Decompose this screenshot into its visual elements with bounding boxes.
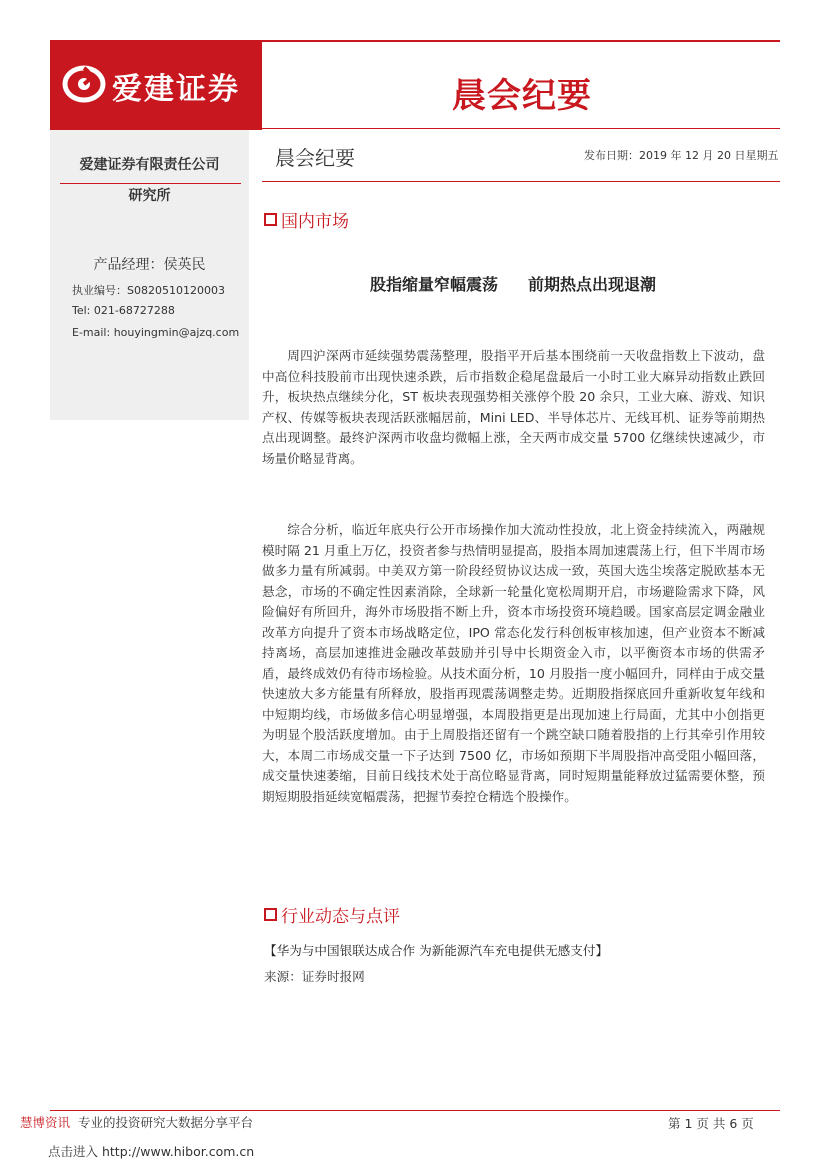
page-number: 第 1 页 共 6 页 [668, 1116, 754, 1131]
sidebar [50, 130, 249, 420]
page-title: 晨会纪要 [452, 76, 592, 116]
section-domestic-market [264, 207, 349, 232]
logo-text: 爱建证券 [112, 72, 240, 107]
paragraph-analysis: 综合分析，临近年底央行公开市场操作加大流动性投放，北上资金持续流入，两融规模时隔 21 月重上万亿，投资者参与热情明显提高，股指本周加速震荡上行，但下半周市场做多力量有所减弱。中美双方第一阶段经贸协议达成一致，英国大选尘埃落定脱欧基本无悬念，市场的不确定性因素消除，全球新一轮量化宽松周期开启，市场避险需求下降，风险偏好有所回升，海外市场股指不断上升，资本市场投资环境趋暖。国家高层定调金融业改革方向提升了资本市场战略定位，IPO 常态化发行科创板审核加速，但产业资本不断减持离场，高层加速推进金融改革鼓励并引导中长期资金入市，以平衡资本市场的供需矛盾，最终成效仍有待市场检验。从技术面分析，10 月股指一度小幅回升，同样由于成交量快速放大多方能量有所释放，股指再现震荡调整走势。近期股指探底回升重新收复年线和中短期均线，市场做多信心明显增强，本周股指更是出现加速上行局面，尤其中小创指更为明显个股活跃度增加。由于上周股指还留有一个跳空缺口随着股指的上行其牵引作用较大，本周二市场成交量一下子达到 7500 亿，市场如预期下半周股指冲高受阻小幅回落，成交量快速萎缩，目前日线技术处于高位略显背离，同时短期量能释放过猛需要休整，预期短期股指延续宽幅震荡，把握节奏控仓精选个股操作。 [262, 522, 765, 804]
news-source: 来源：证券时报网 [264, 969, 365, 984]
telephone: Tel: 021-68727288 [72, 304, 175, 317]
watermark-link[interactable]: 点击进入 http://www.hibor.com.cn [48, 1144, 255, 1159]
article-title-part2: 前期热点出现退潮 [528, 275, 657, 294]
section-industry-news [264, 902, 400, 927]
section-label: 国内市场 [281, 212, 349, 232]
institute-name: 研究所 [128, 188, 171, 204]
footer-divider [50, 1110, 780, 1111]
logo-icon [62, 64, 106, 104]
watermark-brand: 慧博资讯 [20, 1115, 71, 1130]
footer-watermark [20, 1113, 253, 1131]
publish-date: 发布日期：2019 年 12 月 20 日星期五 [584, 149, 779, 162]
article-title [370, 272, 656, 295]
logo-banner [50, 42, 262, 130]
paragraph-market-summary: 周四沪深两市延续强势震荡整理，股指平开后基本围绕前一天收盘指数上下波动，盘中高位科技股前市出现快速杀跌，后市指数企稳尾盘最后一小时工业大麻异动指数止跌回升，板块热点继续分化，ST 板块表现强势相关涨停个股 20 余只，工业大麻、游戏、知识产权、传媒等板块表现活跃涨幅居前，Mini LED、半导体芯片、无线耳机、证券等前期热点出现调整。最终沪深两市收盘均微幅上涨，全天两市成交量 5700 亿继续快速减少，市场量价略显背离。 [262, 348, 765, 466]
report-subtitle: 晨会纪要 [275, 146, 355, 170]
subtitle-divider [262, 181, 780, 182]
news-headline: 【华为与中国银联达成合作 为新能源汽车充电提供无感支付】 [264, 943, 609, 958]
watermark-slogan: 专业的投资研究大数据分享平台 [77, 1115, 253, 1130]
sidebar-divider [60, 183, 241, 184]
checkbox-square-icon [264, 213, 277, 226]
email-link[interactable]: E-mail: houyingmin@ajzq.com [72, 326, 240, 339]
company-name: 爱建证券有限责任公司 [79, 157, 220, 173]
product-manager: 产品经理：侯英民 [93, 257, 206, 273]
license-number: 执业编号：S0820510120003 [72, 284, 225, 297]
checkbox-square-icon [264, 908, 277, 921]
header-divider [262, 128, 780, 129]
article-title-part1: 股指缩量窄幅震荡 [370, 275, 499, 294]
section-label: 行业动态与点评 [281, 907, 400, 927]
